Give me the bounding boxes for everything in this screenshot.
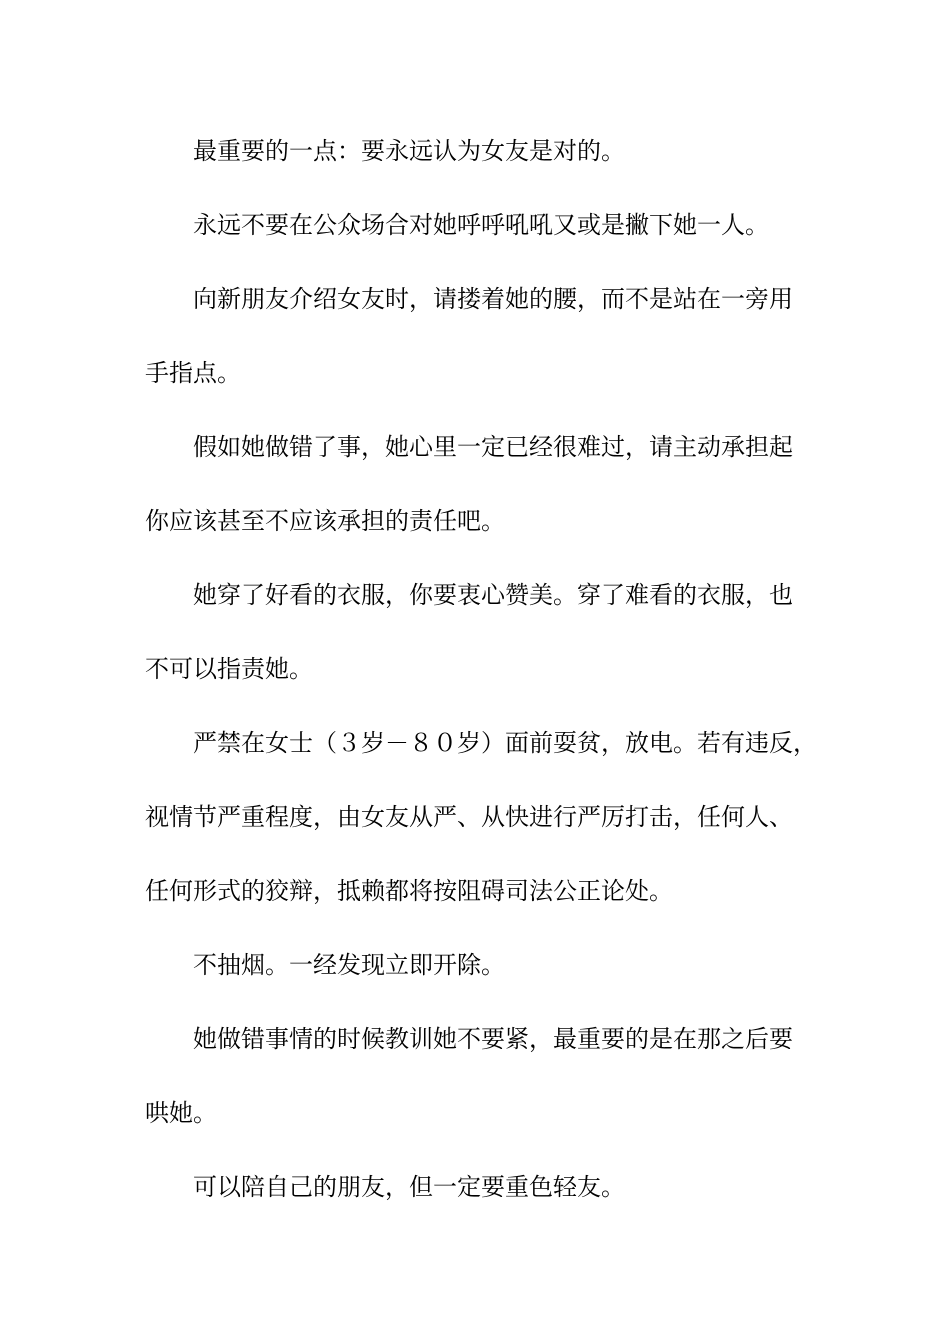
document-body — [145, 127, 825, 1237]
text-line: 假如她做错了事，她心里一定已经很难过，请主动承担起 — [193, 433, 793, 461]
text-line: 严禁在女士（３岁－８０岁）面前耍贫，放电。若有违反， — [193, 729, 817, 757]
text-line: 视情节严重程度，由女友从严、从快进行严厉打击，任何人、 — [145, 803, 793, 831]
text-line: 可以陪自己的朋友，但一定要重色轻友。 — [193, 1173, 625, 1201]
text-line: 她做错事情的时候教训她不要紧，最重要的是在那之后要 — [193, 1025, 793, 1053]
text-line: 向新朋友介绍女友时，请搂着她的腰，而不是站在一旁用 — [193, 285, 793, 313]
text-line: 她穿了好看的衣服，你要衷心赞美。穿了难看的衣服，也 — [193, 581, 793, 609]
text-line: 你应该甚至不应该承担的责任吧。 — [145, 507, 505, 535]
text-line: 不抽烟。一经发现立即开除。 — [193, 951, 505, 979]
text-line: 手指点。 — [145, 359, 241, 387]
text-line: 永远不要在公众场合对她呼呼吼吼又或是撇下她一人。 — [193, 211, 769, 239]
text-line: 任何形式的狡辩，抵赖都将按阻碍司法公正论处。 — [145, 877, 673, 905]
text-line: 哄她。 — [145, 1099, 217, 1127]
text-line: 不可以指责她。 — [145, 655, 313, 683]
text-line: 最重要的一点：要永远认为女友是对的。 — [193, 137, 625, 165]
